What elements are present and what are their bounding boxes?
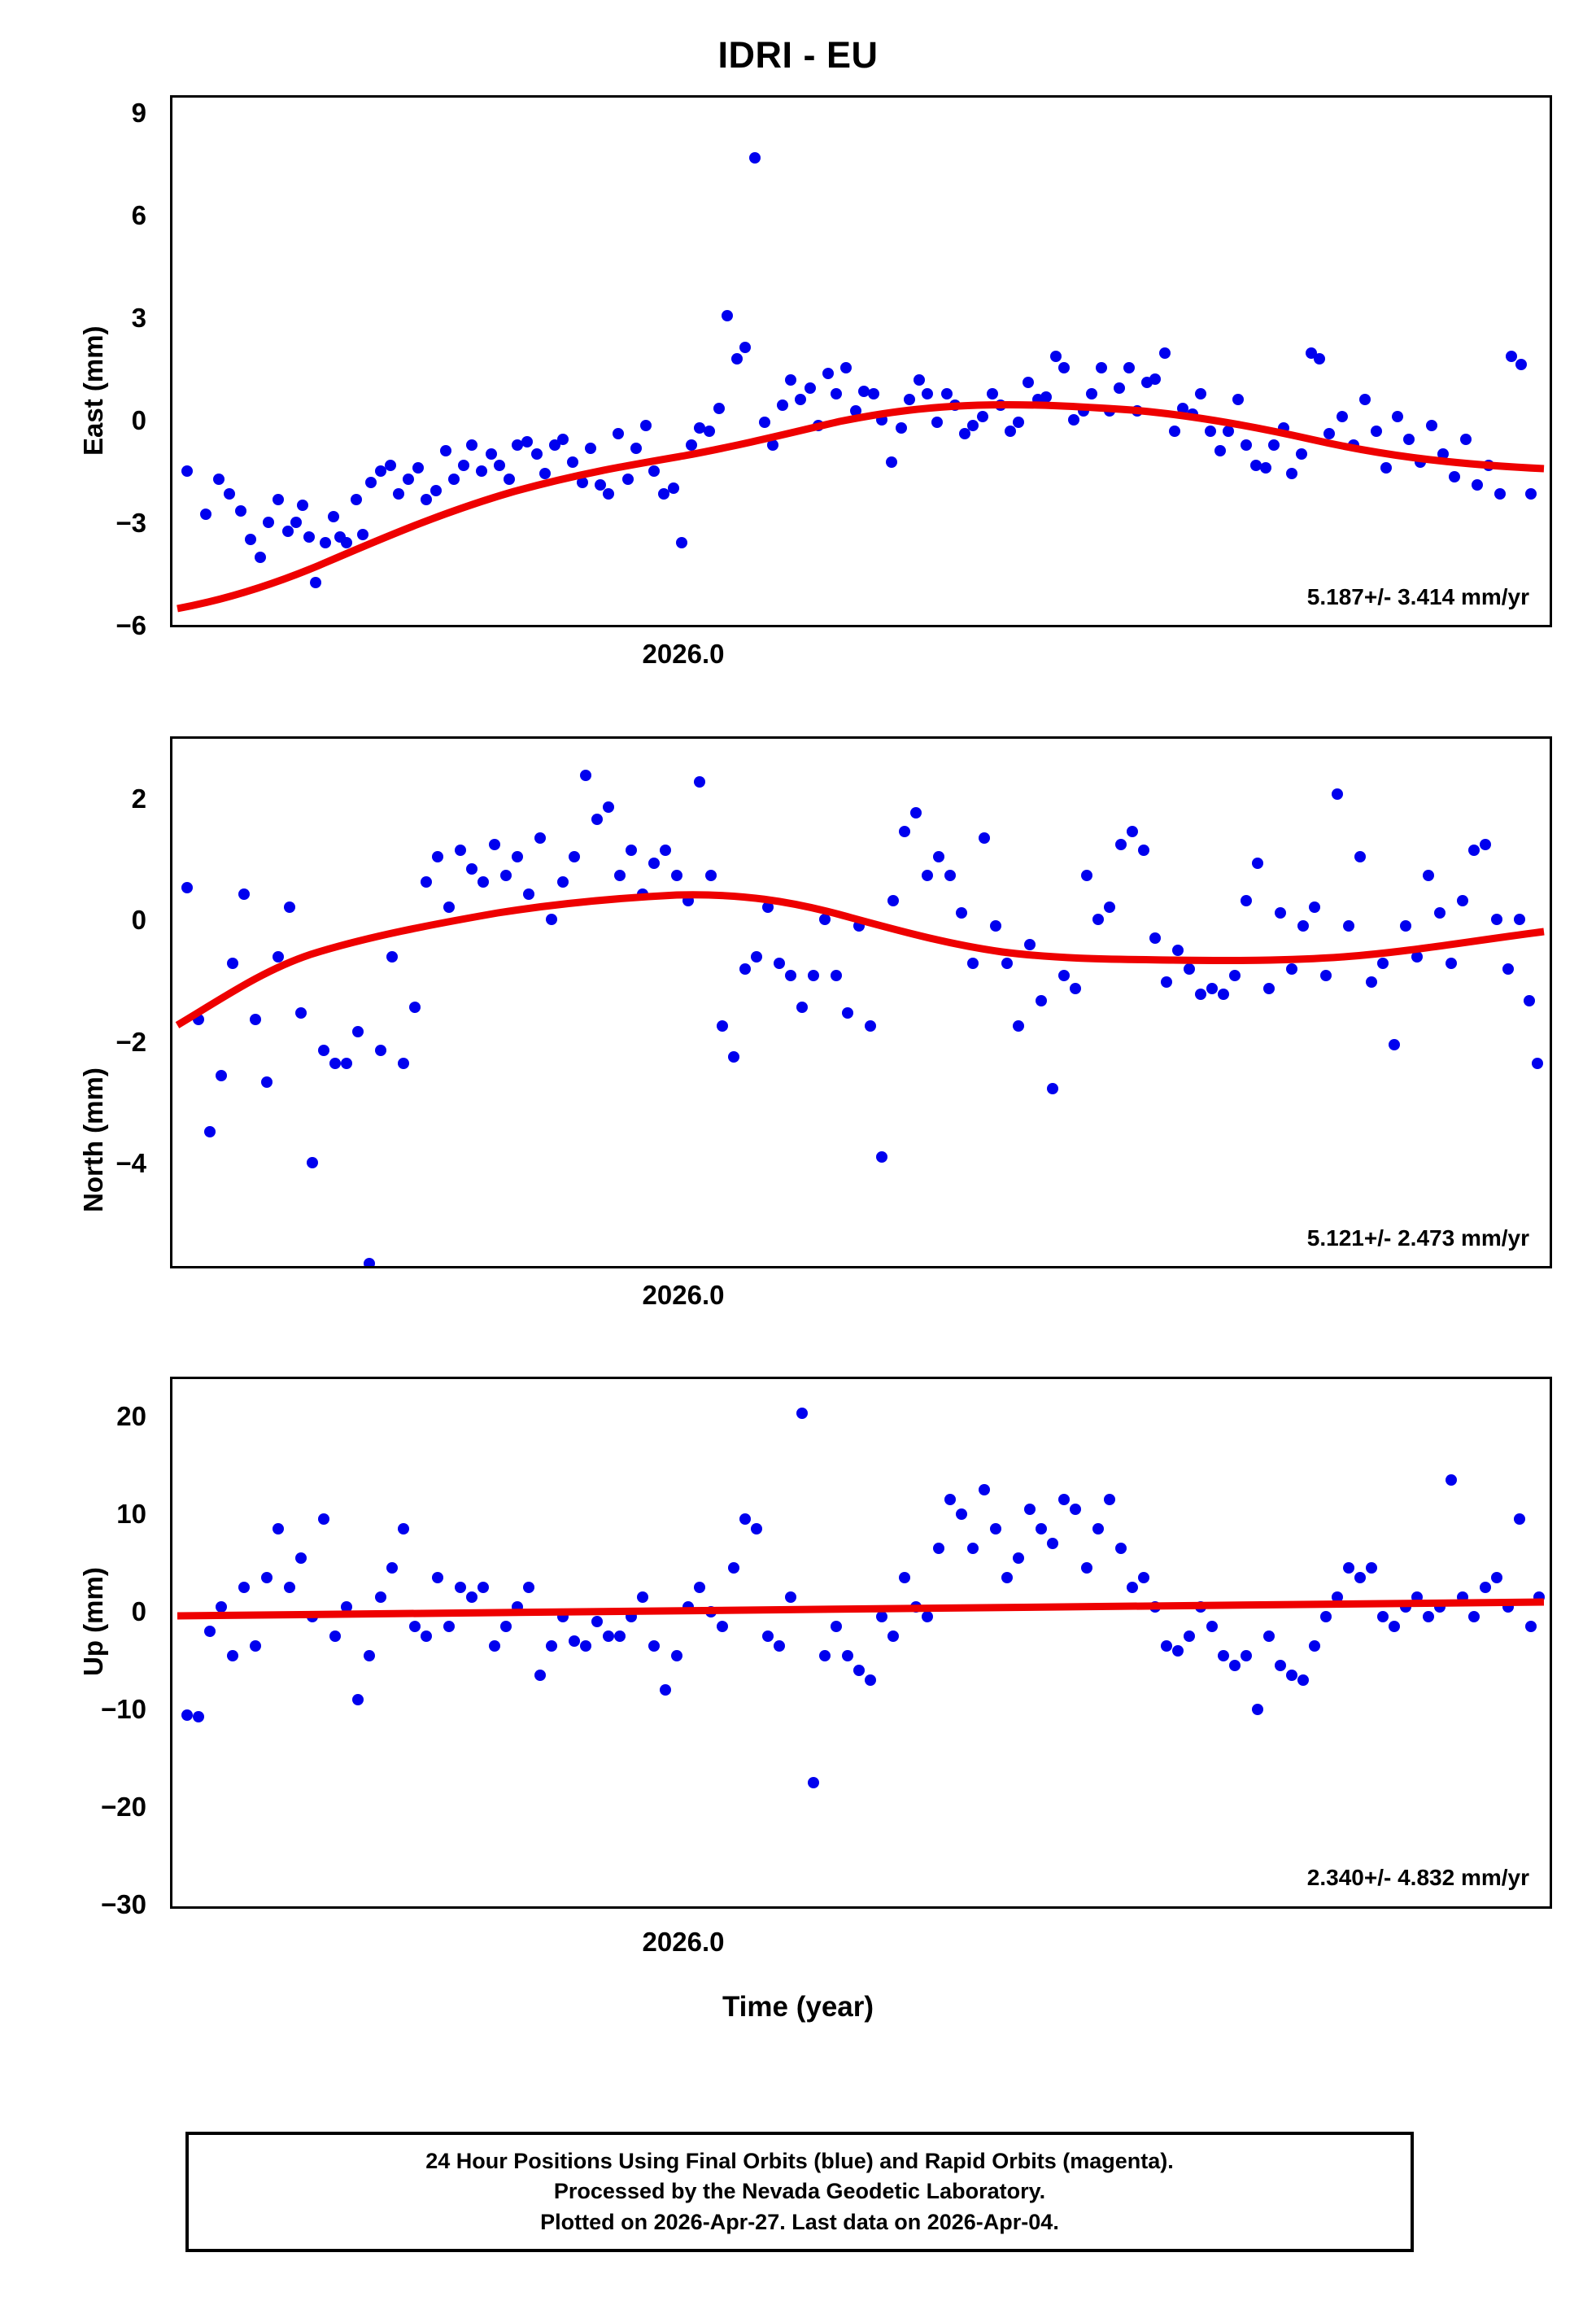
axis-label-east: East (mm): [78, 325, 108, 456]
plot-svg-north: [172, 739, 1550, 1266]
plot-svg-up: [172, 1379, 1550, 1906]
rate-annotation-east: 5.187+/- 3.414 mm/yr: [1306, 584, 1529, 609]
axis-label-time: Time (year): [722, 1991, 874, 2023]
axis-label-up: Up (mm): [78, 1567, 108, 1676]
ytick-up-m20: −20: [101, 1792, 146, 1822]
ytick-east-9: 9: [131, 98, 146, 128]
ytick-east-0: 0: [131, 405, 146, 435]
series-north-points: [181, 770, 1543, 1266]
ytick-east-m3: −3: [116, 508, 146, 538]
fit-curve-up: [177, 1602, 1544, 1616]
ytick-up-10: 10: [116, 1499, 146, 1529]
ytick-east-m6: −6: [116, 610, 146, 640]
ytick-north-2: 2: [131, 784, 146, 814]
plot-area-east: [170, 95, 1552, 627]
rate-annotation-up: 2.340+/- 4.832 mm/yr: [1306, 1865, 1529, 1890]
caption-line-2: Processed by the Nevada Geodetic Laboratory.: [553, 2179, 1046, 2204]
page-title: IDRI - EU: [717, 34, 879, 76]
fit-curve-north: [177, 895, 1544, 1025]
rate-annotation-north: 5.121+/- 2.473 mm/yr: [1306, 1225, 1529, 1251]
ytick-east-3: 3: [131, 303, 146, 333]
xtick-north-2026: 2026.0: [642, 1280, 725, 1310]
ytick-up-0: 0: [131, 1596, 146, 1626]
ytick-up-m30: −30: [101, 1889, 146, 1919]
caption-line-3: Plotted on 2026-Apr-27. Last data on 2026-Apr-04.: [540, 2209, 1059, 2234]
ytick-up-m10: −10: [101, 1694, 146, 1724]
ytick-up-20: 20: [116, 1401, 146, 1431]
axis-label-north: North (mm): [78, 1067, 108, 1212]
ytick-north-m4: −4: [116, 1148, 146, 1178]
series-up-points: [181, 1408, 1545, 1906]
caption-line-1: 24 Hour Positions Using Final Orbits (blue) and Rapid Orbits (magenta).: [425, 2149, 1174, 2174]
xtick-east-2026: 2026.0: [642, 639, 725, 669]
ytick-east-6: 6: [131, 200, 146, 230]
ytick-north-0: 0: [131, 905, 146, 935]
plot-area-north: [170, 736, 1552, 1268]
xtick-up-2026: 2026.0: [642, 1927, 725, 1957]
series-east-points: [181, 152, 1537, 588]
fit-curve-east: [177, 404, 1544, 609]
plot-area-up: [170, 1377, 1552, 1909]
ytick-north-m2: −2: [116, 1027, 146, 1057]
figure-caption-box: [185, 2132, 1414, 2252]
plot-svg-east: [172, 98, 1550, 625]
